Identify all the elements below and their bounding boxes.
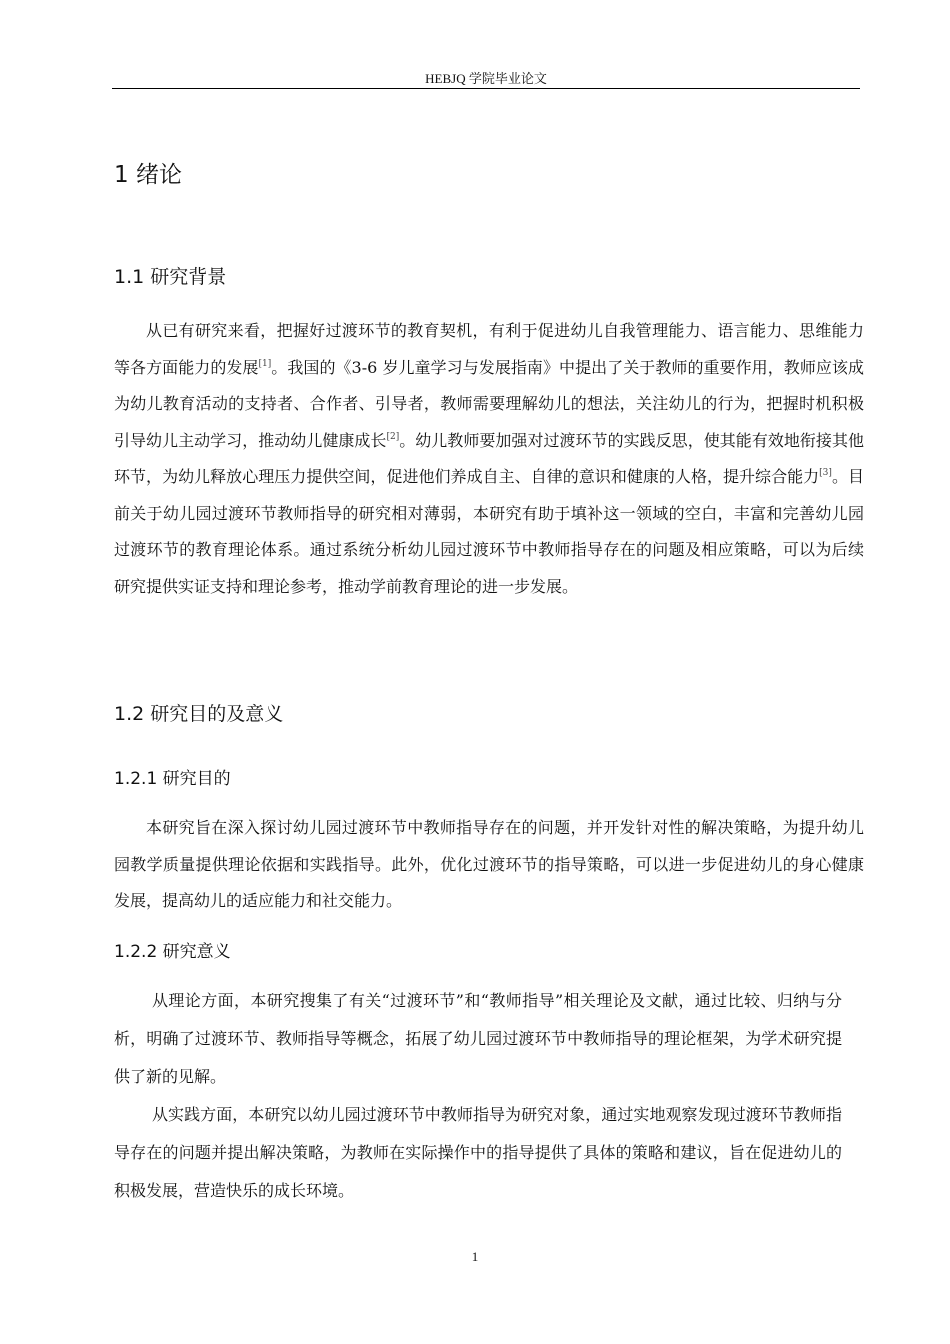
page-number: 1 xyxy=(471,1249,479,1264)
running-header: HEBJQ 学院毕业论文 xyxy=(112,68,860,89)
significance-practice-paragraph: 从实践方面，本研究以幼儿园过渡环节中教师指导为研究对象，通过实地观察发现过渡环节教师指导存在的问题并提出解决策略，为教师在实际操作中的指导提供了具体的策略和建议，旨在促进幼儿的积极发展，营造快乐的成长环境。 xyxy=(114,1105,842,1200)
section-heading-1-1: 1.1 研究背景 xyxy=(114,266,227,288)
background-text-c: 。幼儿教师要加强对过渡环节的实践反思，使其能有效地衔接其他环节，为幼儿释放心理压力提供空间，促进他们养成自主、自律的意识和健康的人格，提升综合能力 xyxy=(114,430,864,486)
subsection-heading-1-2-2: 1.2.2 研究意义 xyxy=(114,942,231,962)
chapter-title: 1 绪论 xyxy=(114,162,182,188)
background-text-b: 。我国的《3-6 岁儿童学习与发展指南》中提出了关于教师的重要作用，教师应该成为幼儿教育活动的支持者、合作者、引导者，教师需要理解幼儿的想法，关注幼儿的行为，把握时机积极引导幼儿主动学习，推动幼儿健康成长 xyxy=(114,357,864,450)
citation-3[interactable]: [3] xyxy=(819,468,832,478)
section-heading-1-2: 1.2 研究目的及意义 xyxy=(114,703,284,725)
citation-2[interactable]: [2] xyxy=(386,431,400,442)
citation-1[interactable]: [1] xyxy=(258,358,272,369)
purpose-paragraph: 本研究旨在深入探讨幼儿园过渡环节中教师指导存在的问题，并开发针对性的解决策略，为提升幼儿园教学质量提供理论依据和实践指导。此外，优化过渡环节的指导策略，可以进一步促进幼儿的身心健康发展，提高幼儿的适应能力和社交能力。 xyxy=(114,818,864,910)
background-text-a: 从已有研究来看，把握好过渡环节的教育契机，有利于促进幼儿自我管理能力、语言能力、思维能力等各方面能力的发展 xyxy=(114,321,864,377)
subsection-heading-1-2-1: 1.2.1 研究目的 xyxy=(114,769,231,789)
background-paragraph xyxy=(114,313,864,605)
significance-theory-paragraph: 从理论方面，本研究搜集了有关“过渡环节”和“教师指导”相关理论及文献，通过比较、归纳与分析，明确了过渡环节、教师指导等概念，拓展了幼儿园过渡环节中教师指导的理论框架，为学术研究提供了新的见解。 xyxy=(114,991,842,1086)
background-text-d: 。目前关于幼儿园过渡环节教师指导的研究相对薄弱，本研究有助于填补这一领域的空白，丰富和完善幼儿园过渡环节的教育理论体系。通过系统分析幼儿园过渡环节中教师指导存在的问题及相应策略，可以为后续研究提供实证支持和理论参考，推动学前教育理论的进一步发展。 xyxy=(114,467,864,596)
